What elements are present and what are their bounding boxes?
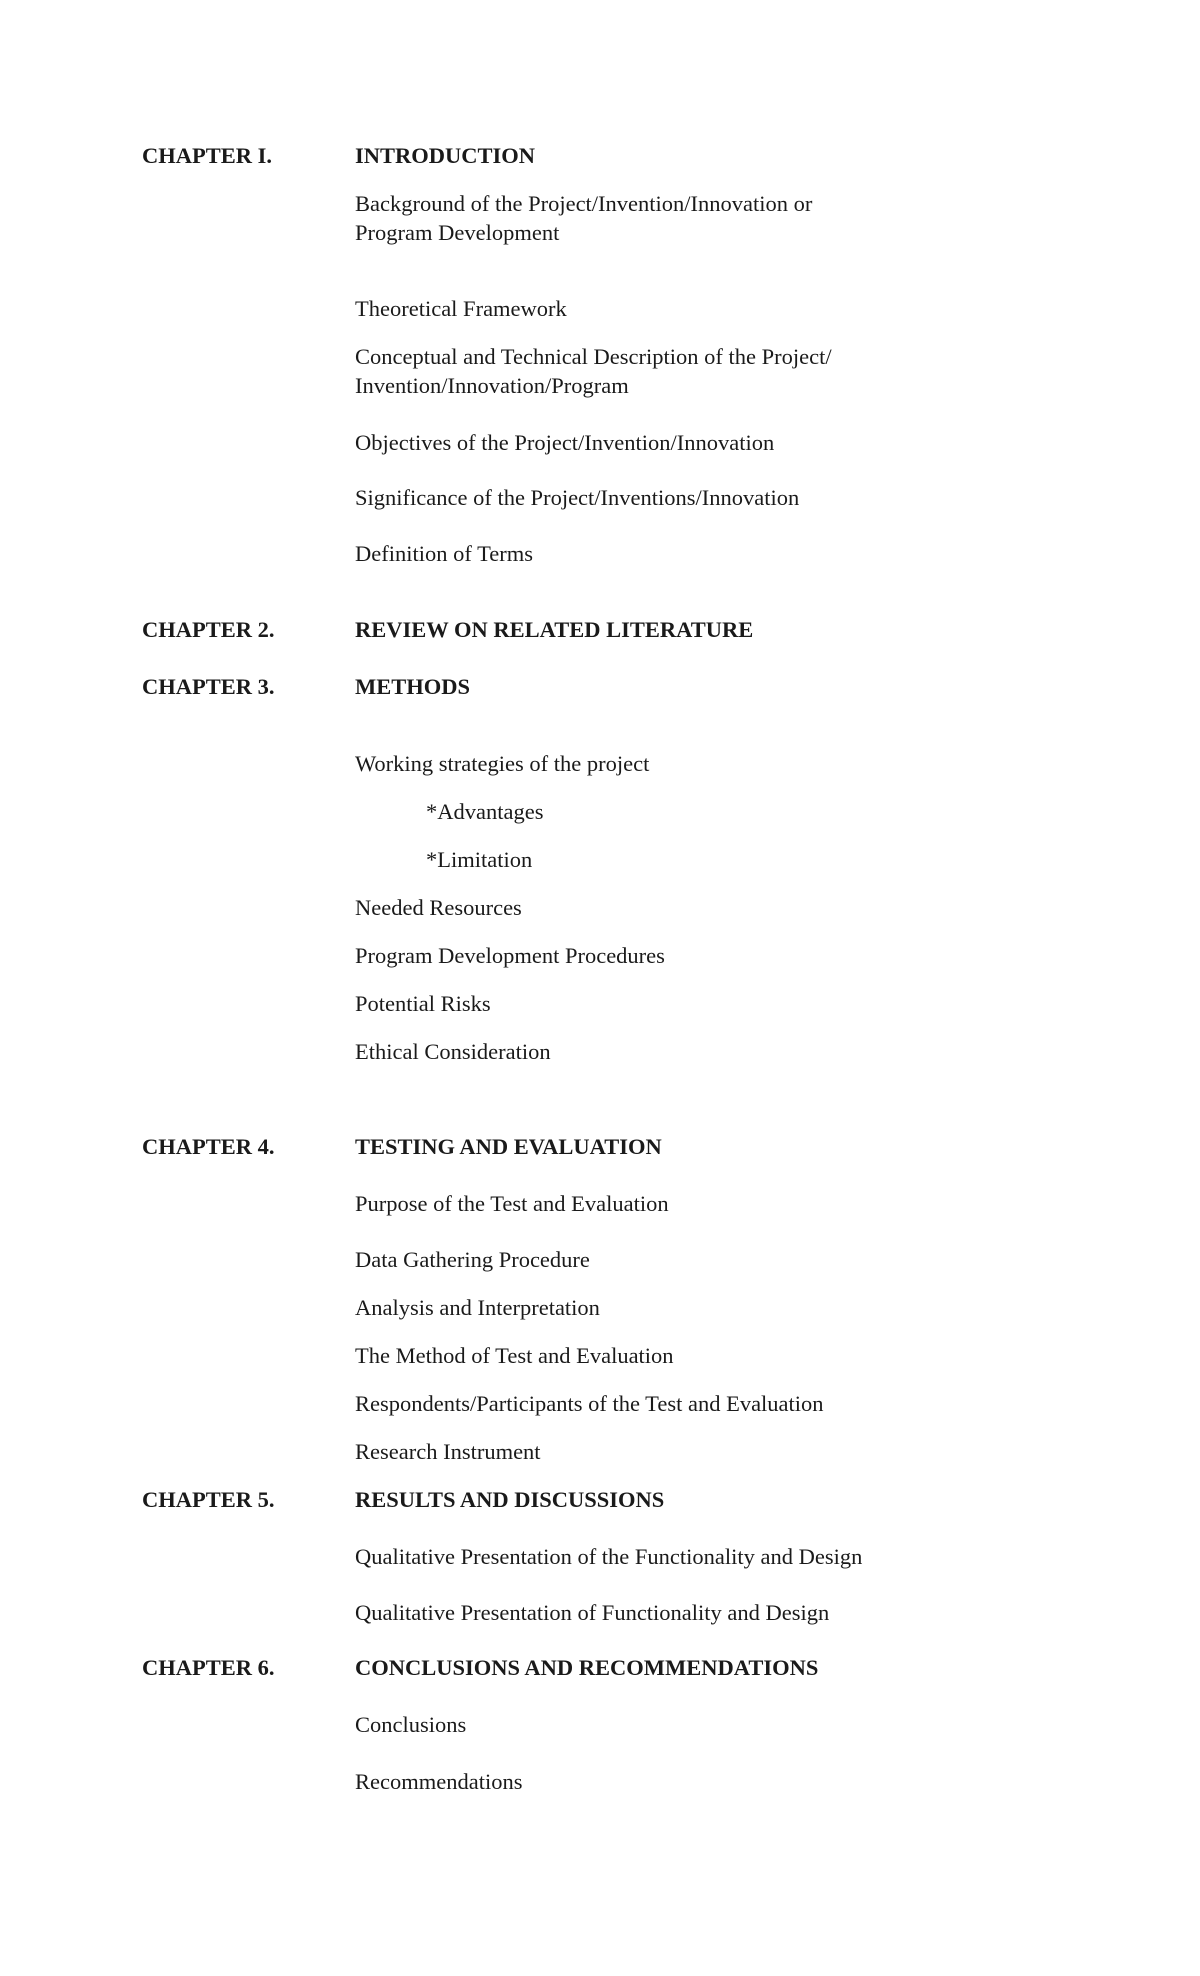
chapter-1-title: INTRODUCTION bbox=[355, 143, 536, 168]
chapter-3-subitem-advantages: *Advantages bbox=[426, 799, 544, 824]
chapter-4-item-respondents: Respondents/Participants of the Test and Evaluation bbox=[355, 1391, 824, 1416]
chapter-3-item-needed-resources: Needed Resources bbox=[355, 895, 522, 920]
chapter-1-item-description-line-1: Conceptual and Technical Description of the Project/ bbox=[355, 344, 832, 369]
chapter-2-title: REVIEW ON RELATED LITERATURE bbox=[355, 617, 754, 642]
chapter-1-label: CHAPTER I. bbox=[142, 143, 273, 168]
chapter-6-title: CONCLUSIONS AND RECOMMENDATIONS bbox=[355, 1655, 819, 1680]
chapter-1-item-description-line-2: Invention/Innovation/Program bbox=[355, 373, 629, 398]
chapter-5-item-qualitative-presentation-2: Qualitative Presentation of Functionality and Design bbox=[355, 1600, 830, 1625]
chapter-5-label: CHAPTER 5. bbox=[142, 1487, 275, 1512]
chapter-6-item-recommendations: Recommendations bbox=[355, 1769, 523, 1794]
chapter-4-item-purpose: Purpose of the Test and Evaluation bbox=[355, 1191, 669, 1216]
chapter-3-label: CHAPTER 3. bbox=[142, 674, 275, 699]
chapter-4-label: CHAPTER 4. bbox=[142, 1134, 275, 1159]
chapter-1-item-background-line-1: Background of the Project/Invention/Innovation or bbox=[355, 191, 813, 216]
chapter-5-item-qualitative-presentation-1: Qualitative Presentation of the Functionality and Design bbox=[355, 1544, 863, 1569]
chapter-2-label: CHAPTER 2. bbox=[142, 617, 275, 642]
chapter-1-item-objectives: Objectives of the Project/Invention/Innovation bbox=[355, 430, 775, 455]
chapter-3-item-working-strategies: Working strategies of the project bbox=[355, 751, 650, 776]
chapter-4-item-analysis: Analysis and Interpretation bbox=[355, 1295, 600, 1320]
chapter-5-title: RESULTS AND DISCUSSIONS bbox=[355, 1487, 665, 1512]
chapter-1-item-definition-of-terms: Definition of Terms bbox=[355, 541, 533, 566]
chapter-4-item-data-gathering: Data Gathering Procedure bbox=[355, 1247, 590, 1272]
chapter-6-item-conclusions: Conclusions bbox=[355, 1712, 467, 1737]
chapter-4-item-method-of-test: The Method of Test and Evaluation bbox=[355, 1343, 674, 1368]
chapter-4-item-research-instrument: Research Instrument bbox=[355, 1439, 541, 1464]
chapter-3-subitem-limitation: *Limitation bbox=[426, 847, 533, 872]
chapter-3-item-program-development-procedures: Program Development Procedures bbox=[355, 943, 665, 968]
chapter-6-label: CHAPTER 6. bbox=[142, 1655, 275, 1680]
chapter-1-item-theoretical-framework: Theoretical Framework bbox=[355, 296, 567, 321]
chapter-3-item-potential-risks: Potential Risks bbox=[355, 991, 491, 1016]
chapter-3-title: METHODS bbox=[355, 674, 471, 699]
chapter-1-item-significance: Significance of the Project/Inventions/Innovation bbox=[355, 485, 800, 510]
chapter-3-item-ethical-consideration: Ethical Consideration bbox=[355, 1039, 551, 1064]
chapter-1-item-background-line-2: Program Development bbox=[355, 220, 560, 245]
chapter-4-title: TESTING AND EVALUATION bbox=[355, 1134, 662, 1159]
